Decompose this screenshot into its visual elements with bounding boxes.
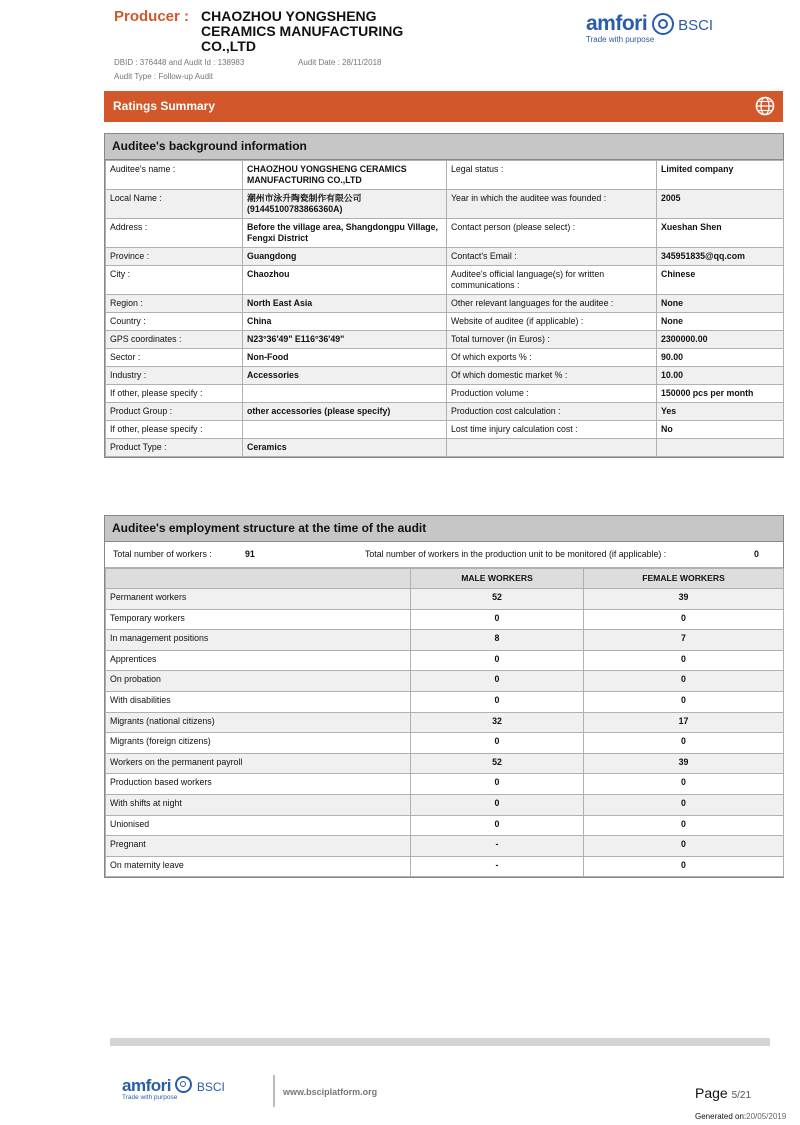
employment-row xyxy=(106,650,784,671)
category-label: On maternity leave xyxy=(106,856,411,877)
total-workers-label: Total number of workers : xyxy=(113,549,212,559)
footer-logo-word: amfori xyxy=(122,1076,171,1095)
field-label: Local Name : xyxy=(106,190,243,219)
male-count: 0 xyxy=(411,691,584,712)
producer-name: CHAOZHOU YONGSHENG CERAMICS MANUFACTURING CO.,LTD xyxy=(201,8,404,54)
field-value: Yes xyxy=(657,403,784,421)
category-label: Apprentices xyxy=(106,650,411,671)
field-label: Country : xyxy=(106,313,243,331)
field-label: Auditee's official language(s) for written communications : xyxy=(447,266,657,295)
field-label: If other, please specify : xyxy=(106,385,243,403)
female-count: 7 xyxy=(584,630,784,651)
page-number: 5/21 xyxy=(731,1090,752,1101)
field-value: Limited company xyxy=(657,161,784,190)
footer-logo-tagline: Trade with purpose xyxy=(122,1094,178,1101)
employment-row xyxy=(106,815,784,836)
employment-row xyxy=(106,733,784,754)
category-label: In management positions xyxy=(106,630,411,651)
field-label: Lost time injury calculation cost : xyxy=(447,421,657,439)
male-count: 0 xyxy=(411,650,584,671)
background-section xyxy=(104,133,784,458)
field-value: 潮州市泳升陶瓷制作有限公司(91445100783866360A) xyxy=(243,190,447,219)
field-value xyxy=(243,421,447,439)
field-value: No xyxy=(657,421,784,439)
field-value: Xueshan Shen xyxy=(657,219,784,248)
male-count: 8 xyxy=(411,630,584,651)
category-label: On probation xyxy=(106,671,411,692)
field-label: Of which domestic market % : xyxy=(447,367,657,385)
field-label: GPS coordinates : xyxy=(106,331,243,349)
background-row xyxy=(106,161,784,190)
background-row xyxy=(106,385,784,403)
female-count: 17 xyxy=(584,712,784,733)
field-label: Total turnover (in Euros) : xyxy=(447,331,657,349)
category-label: With shifts at night xyxy=(106,794,411,815)
field-label: Contact person (please select) : xyxy=(447,219,657,248)
field-label: Auditee's name : xyxy=(106,161,243,190)
female-count: 0 xyxy=(584,650,784,671)
field-value xyxy=(657,439,784,457)
background-row xyxy=(106,295,784,313)
background-row xyxy=(106,248,784,266)
female-workers-header: FEMALE WORKERS xyxy=(584,569,784,589)
employment-row xyxy=(106,794,784,815)
audit-type: Audit Type : Follow-up Audit xyxy=(114,72,214,81)
employment-row xyxy=(106,774,784,795)
logo-word: amfori xyxy=(586,12,648,35)
employment-row xyxy=(106,589,784,610)
background-row xyxy=(106,349,784,367)
male-count: 0 xyxy=(411,609,584,630)
male-count: 0 xyxy=(411,733,584,754)
field-label: Region : xyxy=(106,295,243,313)
field-label: Website of auditee (if applicable) : xyxy=(447,313,657,331)
field-label: Product Group : xyxy=(106,403,243,421)
background-row xyxy=(106,421,784,439)
field-label: Production cost calculation : xyxy=(447,403,657,421)
field-value: 2005 xyxy=(657,190,784,219)
employment-row xyxy=(106,609,784,630)
page-indicator xyxy=(695,1085,751,1101)
field-value: China xyxy=(243,313,447,331)
background-table xyxy=(105,160,784,457)
field-value: Chaozhou xyxy=(243,266,447,295)
employment-row xyxy=(106,836,784,857)
female-count: 0 xyxy=(584,609,784,630)
field-label: If other, please specify : xyxy=(106,421,243,439)
employment-table xyxy=(105,568,784,877)
amfori-mark-icon xyxy=(652,13,674,35)
category-label: Migrants (national citizens) xyxy=(106,712,411,733)
employment-row xyxy=(106,691,784,712)
field-value: CHAOZHOU YONGSHENG CERAMICS MANUFACTURING CO.,LTD xyxy=(243,161,447,190)
female-count: 0 xyxy=(584,691,784,712)
male-count: 52 xyxy=(411,589,584,610)
category-label: With disabilities xyxy=(106,691,411,712)
field-value: 90.00 xyxy=(657,349,784,367)
male-count: 32 xyxy=(411,712,584,733)
category-label: Pregnant xyxy=(106,836,411,857)
empty-header xyxy=(106,569,411,589)
field-value: North East Asia xyxy=(243,295,447,313)
field-label: Sector : xyxy=(106,349,243,367)
background-row xyxy=(106,331,784,349)
female-count: 0 xyxy=(584,836,784,857)
generated-label: Generated on: xyxy=(695,1112,747,1121)
field-label: Contact's Email : xyxy=(447,248,657,266)
female-count: 39 xyxy=(584,589,784,610)
male-count: - xyxy=(411,836,584,857)
field-value: 345951835@qq.com xyxy=(657,248,784,266)
dbid-text: DBID : 376448 and Audit Id : 138983 xyxy=(114,58,245,67)
category-label: Permanent workers xyxy=(106,589,411,610)
logo-bsci: BSCI xyxy=(678,17,714,34)
employment-row xyxy=(106,630,784,651)
background-row xyxy=(106,190,784,219)
footer-logo-bsci: BSCI xyxy=(196,1080,225,1094)
footer-logo xyxy=(122,1076,262,1101)
footer-website[interactable]: www.bsciplatform.org xyxy=(283,1087,378,1097)
female-count: 0 xyxy=(584,794,784,815)
field-label: Product Type : xyxy=(106,439,243,457)
monitored-workers-value: 0 xyxy=(754,549,759,559)
field-value: Non-Food xyxy=(243,349,447,367)
field-label: Other relevant languages for the auditee : xyxy=(447,295,657,313)
audit-date: Audit Date : 28/11/2018 xyxy=(298,58,382,67)
field-value: Before the village area, Shangdongpu Village, Fengxi District xyxy=(243,219,447,248)
background-row xyxy=(106,439,784,457)
background-row xyxy=(106,219,784,248)
total-workers-value: 91 xyxy=(245,549,255,559)
field-value: N23°36'49" E116°36'49" xyxy=(243,331,447,349)
field-label xyxy=(447,439,657,457)
female-count: 0 xyxy=(584,733,784,754)
category-label: Production based workers xyxy=(106,774,411,795)
logo-tagline: Trade with purpose xyxy=(586,34,655,44)
footer-bar xyxy=(110,1038,770,1046)
field-value: None xyxy=(657,295,784,313)
female-count: 0 xyxy=(584,856,784,877)
background-row xyxy=(106,266,784,295)
field-label: Legal status : xyxy=(447,161,657,190)
employment-row xyxy=(106,753,784,774)
field-value: 10.00 xyxy=(657,367,784,385)
field-label: Province : xyxy=(106,248,243,266)
generated-date: 20/05/2019 xyxy=(746,1112,787,1121)
male-count: 52 xyxy=(411,753,584,774)
category-label: Temporary workers xyxy=(106,609,411,630)
field-label: Address : xyxy=(106,219,243,248)
field-value: 150000 pcs per month xyxy=(657,385,784,403)
male-count: 0 xyxy=(411,794,584,815)
field-label: Industry : xyxy=(106,367,243,385)
globe-icon xyxy=(755,96,775,116)
background-row xyxy=(106,403,784,421)
female-count: 0 xyxy=(584,671,784,692)
page-label: Page xyxy=(695,1085,728,1101)
female-count: 0 xyxy=(584,774,784,795)
female-count: 39 xyxy=(584,753,784,774)
field-value: Guangdong xyxy=(243,248,447,266)
employment-section-title: Auditee's employment structure at the time of the audit xyxy=(105,516,783,542)
producer-label: Producer : xyxy=(114,8,190,25)
field-value: Accessories xyxy=(243,367,447,385)
field-label: Production volume : xyxy=(447,385,657,403)
field-value: 2300000.00 xyxy=(657,331,784,349)
male-count: 0 xyxy=(411,815,584,836)
field-value: Chinese xyxy=(657,266,784,295)
employment-row xyxy=(106,671,784,692)
ratings-summary-banner xyxy=(104,91,783,122)
field-label: Year in which the auditee was founded : xyxy=(447,190,657,219)
field-value: Ceramics xyxy=(243,439,447,457)
banner-title: Ratings Summary xyxy=(113,99,216,113)
monitored-workers-label: Total number of workers in the production unit to be monitored (if applicable) : xyxy=(365,549,667,559)
background-row xyxy=(106,367,784,385)
field-label: City : xyxy=(106,266,243,295)
category-label: Unionised xyxy=(106,815,411,836)
footer-divider xyxy=(273,1075,275,1107)
employment-row xyxy=(106,856,784,877)
background-row xyxy=(106,313,784,331)
male-count: 0 xyxy=(411,671,584,692)
male-count: - xyxy=(411,856,584,877)
field-label: Of which exports % : xyxy=(447,349,657,367)
totals-row xyxy=(105,542,783,568)
male-count: 0 xyxy=(411,774,584,795)
amfori-bsci-logo xyxy=(586,12,746,44)
female-count: 0 xyxy=(584,815,784,836)
field-value: other accessories (please specify) xyxy=(243,403,447,421)
category-label: Migrants (foreign citizens) xyxy=(106,733,411,754)
field-value xyxy=(243,385,447,403)
background-section-title: Auditee's background information xyxy=(105,134,783,160)
footer-amfori-mark-icon xyxy=(175,1076,192,1093)
field-value: None xyxy=(657,313,784,331)
employment-section xyxy=(104,515,784,878)
category-label: Workers on the permanent payroll xyxy=(106,753,411,774)
male-workers-header: MALE WORKERS xyxy=(411,569,584,589)
generated-on xyxy=(695,1112,786,1121)
employment-row xyxy=(106,712,784,733)
